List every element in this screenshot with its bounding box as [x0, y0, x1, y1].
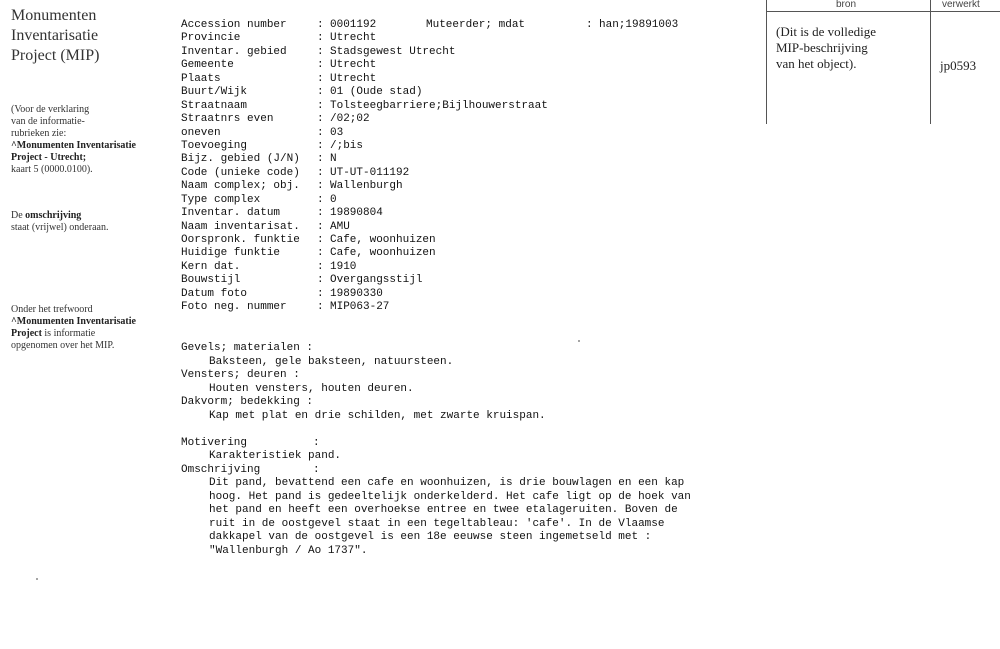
- sidebar-title: [11, 6, 161, 66]
- field-label: Code (unieke code): [181, 166, 300, 179]
- text-line: "Wallenburgh / Ao 1737".: [209, 544, 368, 557]
- field-row: [181, 113, 548, 126]
- field-separator: :: [317, 45, 324, 58]
- field-separator: :: [317, 207, 324, 220]
- field-label: Muteerder; mdat: [426, 19, 526, 31]
- field-value: Overgangsstijl: [330, 274, 423, 287]
- field-label: oneven: [181, 126, 221, 139]
- field-row: [181, 86, 548, 99]
- field-label: Bijz. gebied (J/N): [181, 153, 300, 166]
- note-verklaring: [11, 104, 161, 176]
- note-trefwoord: [11, 304, 161, 352]
- field-value: Utrecht: [330, 32, 377, 45]
- field-value: MIP063-27: [330, 301, 390, 314]
- field-separator: :: [317, 99, 324, 112]
- note-bold: Project - Utrecht;: [11, 152, 87, 163]
- field-row: [181, 73, 548, 86]
- field-separator: :: [317, 59, 324, 72]
- field-label: Naam complex; obj.: [181, 180, 300, 193]
- field-label: Straatnrs even: [181, 113, 274, 126]
- note-line: Onder het trefwoord: [11, 304, 93, 315]
- field-row: [181, 234, 548, 247]
- note-line: rubrieken zie:: [11, 128, 67, 139]
- scan-speck: [36, 578, 38, 580]
- field-row: [181, 301, 548, 314]
- muteerder-field: [426, 19, 678, 32]
- field-row: [181, 207, 548, 220]
- field-row: [181, 221, 548, 234]
- field-value: Stadsgewest Utrecht: [330, 45, 456, 58]
- note-omschrijving: [11, 210, 161, 234]
- field-separator: :: [317, 274, 324, 287]
- title-line: Project (MIP): [11, 47, 100, 64]
- field-row: [181, 153, 548, 166]
- field-label: Gemeente: [181, 59, 234, 72]
- section-heading: Omschrijving :: [181, 463, 320, 476]
- section-text: Baksteen, gele baksteen, natuursteen.: [209, 355, 454, 368]
- text-line: dakkapel van de oostgevel is een 18e eeuwse steen ingemetseld met :: [209, 531, 652, 543]
- description-body: [181, 342, 771, 558]
- note-bold: Project: [11, 328, 42, 339]
- field-row: [181, 194, 548, 207]
- field-separator: :: [317, 86, 324, 99]
- note-line: van de informatie-: [11, 116, 85, 127]
- note-bold: omschrijving: [25, 210, 82, 221]
- note-line: kaart 5 (0000.0100).: [11, 164, 93, 175]
- table-border: [930, 0, 931, 124]
- source-table: [766, 0, 1000, 124]
- field-row: [181, 167, 548, 180]
- field-value: Cafe, woonhuizen: [330, 247, 436, 260]
- field-value: UT-UT-011192: [330, 166, 410, 179]
- field-separator: :: [586, 19, 593, 31]
- field-row: [181, 180, 548, 193]
- header-verwerkt: verwerkt: [942, 0, 980, 10]
- table-description: [766, 24, 916, 72]
- field-list: [181, 19, 548, 315]
- omschrijving-text: [181, 477, 771, 558]
- section-heading: Motivering :: [181, 436, 320, 449]
- field-value: 1910: [330, 260, 357, 273]
- text-line: het pand en heeft een overhoekse entree en twee etalageruiten. Boven de: [209, 504, 678, 516]
- field-separator: :: [317, 32, 324, 45]
- scan-speck: [578, 340, 580, 342]
- field-separator: :: [317, 126, 324, 139]
- desc-line: van het object).: [776, 56, 857, 71]
- note-line: (Voor de verklaring: [11, 104, 90, 115]
- field-separator: :: [317, 247, 324, 260]
- section-heading: Dakvorm; bedekking :: [181, 396, 314, 408]
- text-line: hoog. Het pand is gedeeltelijk onderkelderd. Het cafe ligt op de hoek van: [209, 490, 691, 503]
- field-label: Toevoeging: [181, 139, 248, 152]
- field-label: Bouwstijl: [181, 274, 241, 287]
- field-value: Cafe, woonhuizen: [330, 234, 436, 246]
- section-text: Houten vensters, houten deuren.: [209, 382, 414, 395]
- section-heading: Gevels; materialen :: [181, 342, 314, 354]
- field-label: Huidige funktie: [181, 247, 281, 260]
- field-label: Plaats: [181, 72, 221, 85]
- field-separator: :: [317, 193, 324, 206]
- field-label: Inventar. gebied: [181, 45, 287, 58]
- field-value: han;19891003: [599, 19, 679, 31]
- field-separator: :: [317, 72, 324, 85]
- note-text: De: [11, 210, 23, 221]
- note-text: is informatie: [44, 328, 96, 339]
- field-label: Provincie: [181, 32, 241, 45]
- field-label: Straatnaam: [181, 99, 248, 112]
- field-value: /02;02: [330, 113, 370, 126]
- note-bold: ^Monumenten Inventarisatie: [11, 316, 136, 327]
- title-line: Monumenten: [11, 7, 97, 24]
- field-value: AMU: [330, 220, 350, 233]
- field-row: [181, 140, 548, 153]
- field-value: Wallenburgh: [330, 180, 403, 193]
- field-separator: :: [317, 234, 324, 246]
- field-separator: :: [317, 166, 324, 179]
- field-label: Inventar. datum: [181, 207, 281, 220]
- field-value: 19890804: [330, 207, 383, 220]
- field-row: [181, 261, 548, 274]
- field-label: Datum foto: [181, 287, 248, 300]
- field-value: /;bis: [330, 139, 364, 152]
- field-separator: :: [317, 260, 324, 273]
- field-label: Foto neg. nummer: [181, 301, 287, 314]
- field-separator: :: [317, 139, 324, 152]
- field-row: [181, 127, 548, 140]
- field-separator: :: [317, 113, 324, 126]
- field-row: [181, 46, 548, 59]
- note-line: opgenomen over het MIP.: [11, 340, 115, 351]
- desc-line: (Dit is de volledige: [776, 24, 877, 39]
- note-bold: ^Monumenten Inventarisatie: [11, 140, 136, 151]
- note-line: staat (vrijwel) onderaan.: [11, 222, 109, 233]
- field-separator: :: [317, 287, 324, 300]
- desc-line: MIP-beschrijving: [776, 40, 868, 55]
- field-row: [181, 274, 548, 287]
- field-label: Accession number: [181, 19, 287, 31]
- field-separator: :: [317, 153, 324, 166]
- section-heading: Vensters; deuren :: [181, 369, 300, 381]
- field-row: [181, 247, 548, 260]
- field-value: 0001192: [330, 19, 377, 31]
- field-value: 19890330: [330, 287, 383, 300]
- field-value: 0: [330, 193, 337, 206]
- field-value: N: [330, 153, 337, 166]
- field-row: [181, 59, 548, 72]
- field-row: [181, 32, 548, 45]
- field-value: Tolsteegbarriere;Bijlhouwerstraat: [330, 99, 548, 112]
- field-value: Utrecht: [330, 59, 377, 72]
- text-line: Dit pand, bevattend een cafe en woonhuizen, is drie bouwlagen en een kap: [209, 477, 685, 489]
- field-label: Naam inventarisat.: [181, 220, 300, 233]
- field-value: 01 (Oude stad): [330, 86, 423, 99]
- title-line: Inventarisatie: [11, 27, 99, 44]
- field-label: Kern dat.: [181, 260, 241, 273]
- sidebar: [11, 6, 161, 351]
- field-separator: :: [317, 180, 324, 193]
- verwerkt-code: jp0593: [940, 58, 977, 73]
- field-label: Oorspronk. funktie: [181, 234, 300, 246]
- field-separator: :: [317, 220, 324, 233]
- field-value: 03: [330, 126, 344, 139]
- section-text: Kap met plat en drie schilden, met zwarte kruispan.: [209, 409, 546, 422]
- field-separator: :: [317, 301, 324, 314]
- table-header-rule: [766, 11, 1000, 12]
- header-bron: bron: [836, 0, 857, 10]
- field-row: [181, 100, 548, 113]
- field-separator: :: [317, 19, 324, 31]
- field-value: Utrecht: [330, 72, 377, 85]
- field-label: Buurt/Wijk: [181, 86, 248, 99]
- field-row: [181, 288, 548, 301]
- text-line: ruit in de oostgevel staat in een tegeltableau: 'cafe'. In de Vlaamse: [209, 517, 665, 530]
- section-text: Karakteristiek pand.: [209, 450, 342, 462]
- field-label: Type complex: [181, 193, 261, 206]
